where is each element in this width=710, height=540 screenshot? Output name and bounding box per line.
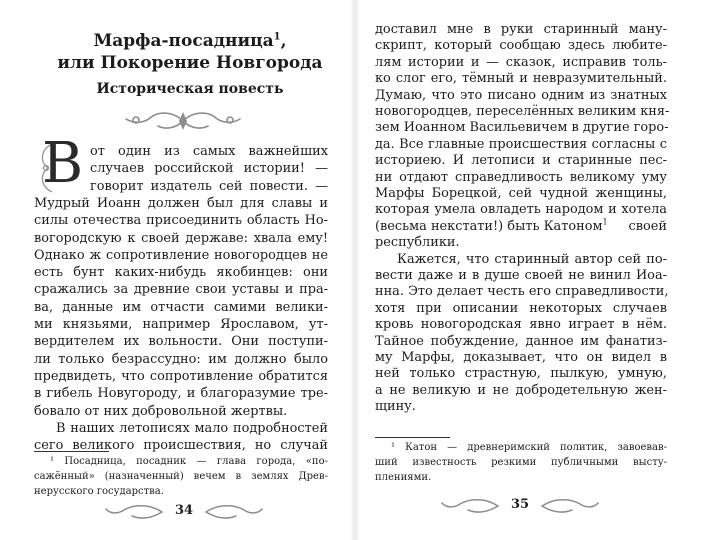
text-line: Мудрый Иоанн должен был для славы и xyxy=(34,195,328,211)
text-line: вогородскую к своей державе: хвала ему! xyxy=(34,230,328,246)
text-line: силы отечества присоединить область Но- xyxy=(34,213,328,229)
text-line: от один из самых важнейших xyxy=(90,144,328,159)
title-text: Марфа-посадница xyxy=(93,31,274,51)
text-line: лям истории и — сказок, исправив толь- xyxy=(375,54,667,70)
text-line: да. Все главные происшествия согласны с xyxy=(375,136,667,152)
right-footnote xyxy=(375,0,670,540)
text-line: ми князьями, например Ярославом, ут- xyxy=(34,317,328,332)
text-line: республики. xyxy=(375,235,460,251)
text-line: в гибель Новугороду, и благоразумие тре- xyxy=(34,386,328,402)
drop-cap xyxy=(38,131,88,196)
text-line: которая умела овладеть народом и хотела xyxy=(375,202,667,218)
text-line: предвидеть, что сопротивление обратится xyxy=(34,368,328,384)
chapter-title xyxy=(40,30,340,74)
text-line: есть бунт каких-нибудь якобинцев: они xyxy=(34,265,328,281)
text-line: щину. xyxy=(375,399,416,415)
text-line: хотя при описании некоторых случаев xyxy=(375,300,667,316)
footnote-line: ¹ Посадница, посадник — глава города, «по- xyxy=(50,456,328,467)
chapter-subtitle: Историческая повесть xyxy=(96,81,284,97)
text-line-end: своей xyxy=(628,218,667,234)
text-line: кровь новогородская явно играет в нём. xyxy=(375,317,667,333)
text-line: а не великую и не добродетельную жен- xyxy=(375,382,667,398)
text-line: нна. Это делает честь его справедливости, xyxy=(375,284,669,300)
text-line-segment: (весьма некстати!) быть Катоном xyxy=(375,218,603,234)
text-line: ко слог его, тёмный и невразумительный. xyxy=(375,71,667,87)
text-line: говорит издатель сей повести. — xyxy=(90,178,328,194)
footnote-line: ший известность резкими публичными высту- xyxy=(375,457,667,468)
text-line: историею. И летописи и старинные пес- xyxy=(375,153,667,169)
text-line: сего великого происшествия, но случай xyxy=(34,438,328,454)
text-line: Думаю, что это писано одним из знатных xyxy=(375,87,667,103)
footnote-line: сажённый» (назначенный) вечем в землях Древ- xyxy=(34,471,328,482)
footnote-line: ¹ Катон — древнеримский политик, завоевав- xyxy=(391,442,667,453)
text-line: Однако ж сопротивление новогородцев не xyxy=(34,247,328,263)
text-line: случаев российской истории! — xyxy=(90,161,328,177)
text-line: му Марфы, доказывает, что он видел в xyxy=(375,350,667,365)
text-line: Марфы Борецкой, сей чудной женщины, xyxy=(375,186,667,201)
title-comma: , xyxy=(280,31,287,51)
text-line: Кажется, что старинный автор сей по- xyxy=(397,251,667,267)
text-line: ли только безрассудно: им должно было xyxy=(34,351,328,367)
text-line: зем Иоанном Васильевичем в другие горо- xyxy=(375,120,669,136)
footnote-line: нерусского государства. xyxy=(34,486,164,497)
footnote-rule xyxy=(375,437,450,438)
text-line: доставил мне в руки старинный ману- xyxy=(375,22,667,37)
page-number-right: 35 xyxy=(510,497,530,512)
footnote-line: плениями. xyxy=(375,472,432,483)
catonn-footnote-mark: 1 xyxy=(602,217,608,227)
text-line: ва, данные им отчасти самими велики- xyxy=(34,299,328,315)
footnote-rule xyxy=(34,451,109,452)
text-line: ней только страстную, пылкую, умную, xyxy=(375,366,667,382)
page-number-left: 34 xyxy=(174,503,194,518)
title-footnote-mark: 1 xyxy=(273,31,281,43)
text-line: сражались за древние свои уставы и пра- xyxy=(34,282,328,298)
drop-cap-letter: В xyxy=(42,131,84,196)
text-line: скрипт, который сообщаю здесь любите- xyxy=(375,38,667,54)
top-ornament-left xyxy=(118,108,248,134)
text-line: В наших летописях мало подробностей xyxy=(56,420,328,436)
text-line: Тайное побуждение, данное им фанатиз- xyxy=(375,333,667,349)
text-line: вердителем их вольности. Они поступи- xyxy=(34,334,328,350)
title-line-2: или Покорение Новгорода xyxy=(57,53,323,73)
text-line: новогородцев, переселённых великим кня- xyxy=(375,104,670,119)
text-line: бовало от них добровольной жертвы. xyxy=(34,403,288,419)
text-line: вести даже и в душе своей не винил Иоа- xyxy=(375,268,667,283)
text-line: ни отдают справедливость великому уму xyxy=(375,169,667,185)
